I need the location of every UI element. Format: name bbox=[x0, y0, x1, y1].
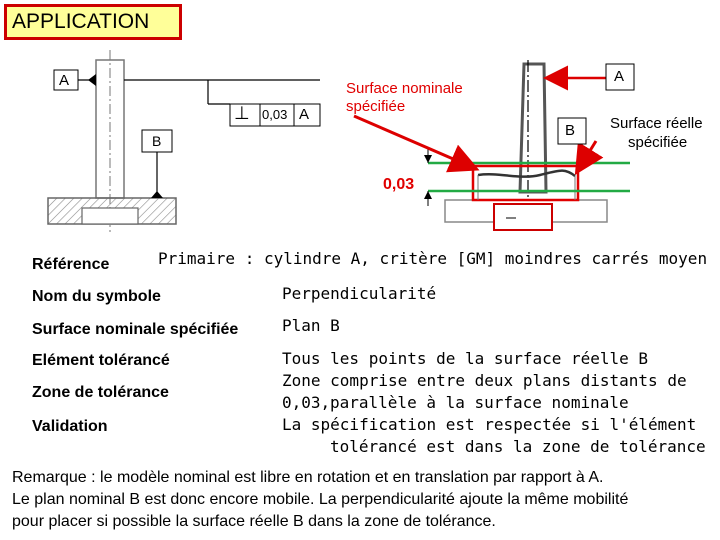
label-nominal-surface: Surface nominale spécifiée bbox=[32, 321, 239, 338]
real-surface-label-2: spécifiée bbox=[628, 134, 688, 151]
label-validation: Validation bbox=[32, 418, 108, 435]
remark-line-3: pour placer si possible la surface réelle B dans la zone de tolérance. bbox=[12, 513, 496, 530]
detail-datum-a-label: A bbox=[614, 68, 625, 85]
value-symbol-name: Perpendicularité bbox=[282, 284, 437, 303]
label-symbol-name: Nom du symbole bbox=[32, 288, 161, 305]
perpendicularity-symbol: ⊥ bbox=[234, 103, 250, 123]
nominal-surface-label-2: spécifiée bbox=[346, 98, 406, 115]
value-tolerance-zone-2: parallèle à la surface nominale bbox=[330, 393, 629, 412]
zone-value: 0,03 bbox=[383, 176, 415, 193]
datum-a-label: A bbox=[59, 72, 70, 89]
label-toleranced-element: Elément tolérancé bbox=[32, 352, 170, 369]
label-reference: Référence bbox=[32, 256, 110, 273]
frame-tolerance: 0,03 bbox=[262, 107, 288, 122]
remark bbox=[12, 467, 716, 533]
remark-line-2: Le plan nominal B est donc encore mobile. La perpendicularité ajoute la même mobilité bbox=[12, 491, 629, 508]
label-tolerance-zone: Zone de tolérance bbox=[32, 384, 169, 401]
frame-datum: A bbox=[299, 106, 310, 123]
page-title: APPLICATION bbox=[12, 10, 150, 33]
nominal-surface-label-1: Surface nominale bbox=[346, 80, 463, 97]
value-nominal-surface: Plan B bbox=[282, 316, 340, 335]
detail-datum-b-label: B bbox=[565, 122, 576, 139]
value-reference: Primaire : cylindre A, critère [GM] moindres carrés moyen bbox=[158, 249, 708, 268]
value-validation-2: tolérancé est dans la zone de tolérance bbox=[330, 437, 706, 456]
value-toleranced-element: Tous les points de la surface réelle B bbox=[282, 349, 649, 368]
value-tolerance-zone-1: Zone comprise entre deux plans distants de 0,03, bbox=[282, 371, 687, 412]
real-surface-label-1: Surface réelle bbox=[610, 115, 703, 132]
datum-a-symbol bbox=[54, 70, 320, 90]
value-validation-1: La spécification est respectée si l'élément bbox=[282, 415, 697, 434]
datum-b-label: B bbox=[152, 133, 162, 149]
remark-line-1: Remarque : le modèle nominal est libre en rotation et en translation par rapport à A. bbox=[12, 469, 604, 486]
